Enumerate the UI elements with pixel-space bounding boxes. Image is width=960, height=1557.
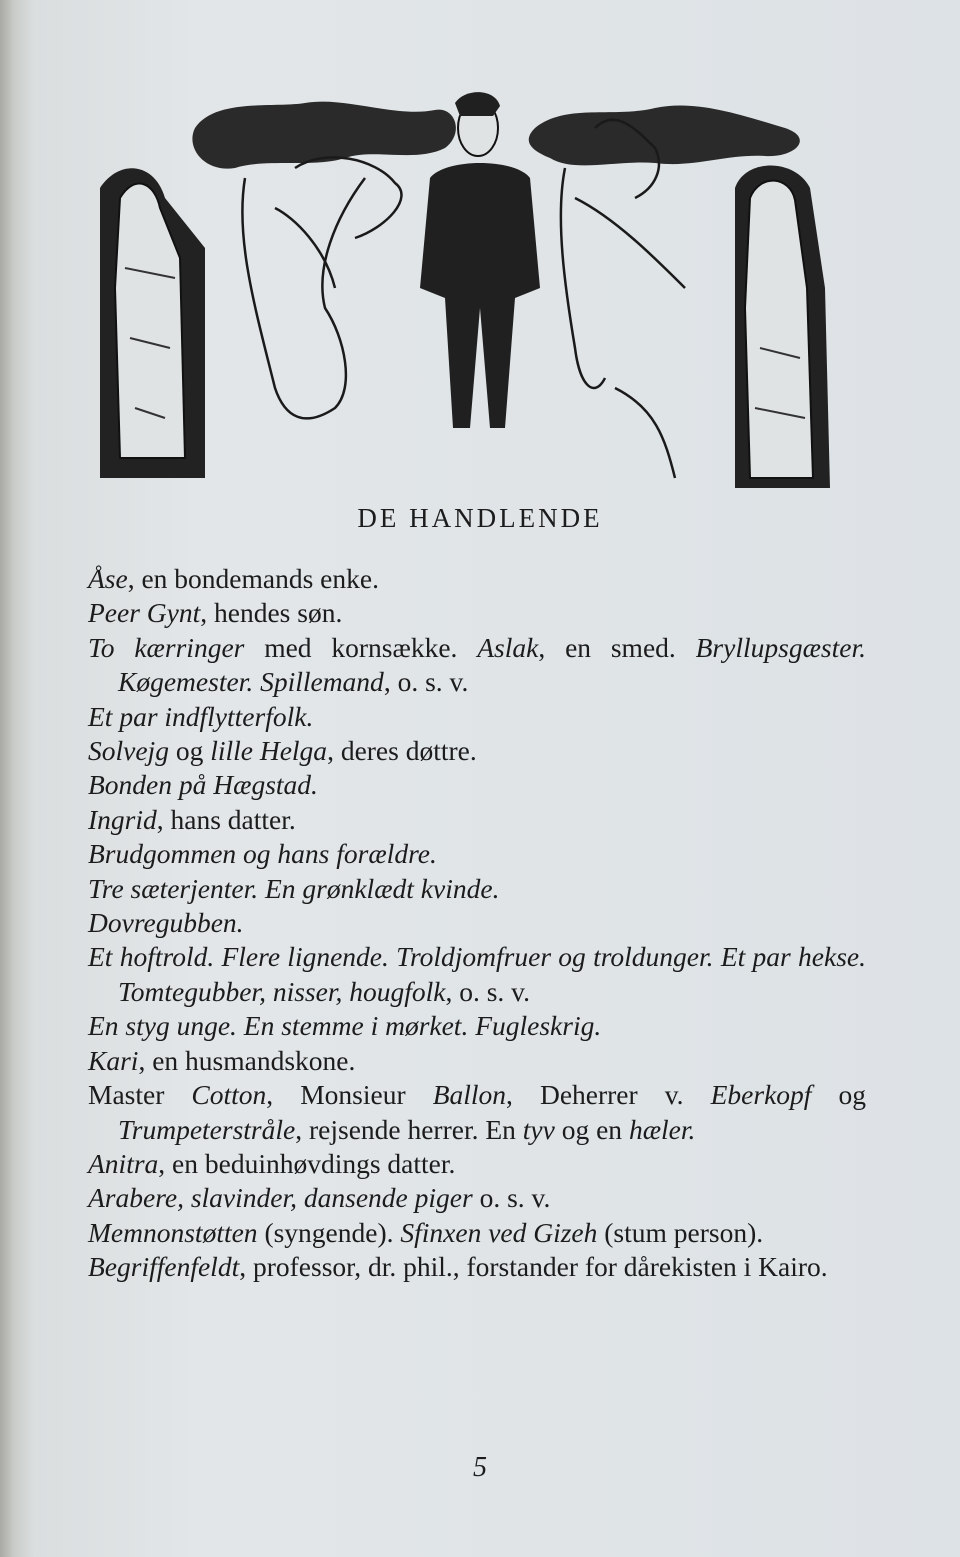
character-name: To kærringer	[88, 631, 245, 663]
character-name: Arabere, slavinder, dansende piger	[88, 1182, 473, 1214]
character-name: Ingrid	[88, 803, 157, 835]
cast-entry	[88, 940, 866, 1009]
character-name: Åse	[88, 563, 128, 594]
page-number: 5	[473, 1452, 487, 1483]
cast-entry	[88, 734, 866, 768]
description-text: Master	[88, 1079, 192, 1111]
description-text: , o. s. v.	[445, 975, 531, 1007]
cast-entry	[88, 906, 866, 940]
cast-entry	[88, 562, 866, 596]
description-text: (stum person).	[597, 1216, 764, 1248]
character-name: Brudgommen og hans forældre.	[88, 838, 437, 870]
cast-entry	[88, 1250, 866, 1284]
character-name: Sfinxen ved Gizeh	[400, 1216, 598, 1248]
description-text: og	[811, 1079, 866, 1111]
cast-entry	[88, 837, 866, 871]
character-name: Cotton	[191, 1079, 267, 1111]
old-woman-figure	[100, 168, 205, 478]
cast-entry	[88, 872, 866, 906]
cast-entry	[88, 803, 866, 837]
character-name: Bonden på Hægstad.	[88, 769, 318, 801]
character-name: Et par indflytterfolk.	[88, 700, 314, 732]
character-name: Anitra	[88, 1147, 159, 1179]
description-text: med kornsække.	[244, 631, 478, 663]
character-name: Eberkopf	[710, 1079, 812, 1111]
description-text: , professor, dr. phil., forstander for dårekisten i Kairo.	[239, 1251, 828, 1283]
description-text: , en husmandskone.	[138, 1044, 356, 1076]
character-name: Bryllupsgæster. Køgemester. Spillemand	[118, 631, 866, 698]
cast-list	[88, 562, 866, 1285]
description-text: , Deherrer v.	[506, 1079, 711, 1111]
dancing-women-left	[242, 157, 401, 418]
character-name: Tre sæterjenter. En grønklædt kvinde.	[88, 872, 500, 904]
description-text: , deres døttre.	[327, 735, 477, 767]
character-name: Dovregubben.	[88, 907, 244, 939]
young-woman-figure	[735, 166, 830, 489]
description-text: (syngende).	[257, 1216, 401, 1248]
cast-entry	[88, 1216, 866, 1250]
description-text: , en beduinhøvdings datter.	[158, 1147, 456, 1179]
character-name: Memnonstøtten	[88, 1216, 258, 1248]
cast-entry	[88, 700, 866, 734]
cast-entry	[88, 631, 866, 700]
description-text: , hans datter.	[156, 803, 296, 835]
description-text: , rejsende herrer. En	[295, 1113, 523, 1145]
character-name: Ballon	[432, 1079, 507, 1111]
character-name: Et hoftrold. Flere lignende. Troldjomfruer og troldunger. Et par hekse. Tomtegubber, nisser, hougfolk	[88, 941, 866, 1007]
description-text: og en	[554, 1113, 629, 1145]
character-name: Solvejg	[88, 735, 169, 767]
character-name: En styg unge. En stemme i mørket. Fugleskrig.	[88, 1010, 602, 1042]
description-text: , o. s. v.	[383, 666, 469, 698]
character-name: hæler.	[628, 1113, 696, 1145]
description-text: og	[168, 735, 211, 767]
cast-entry	[88, 596, 866, 630]
cast-entry	[88, 1181, 866, 1215]
cast-entry	[88, 1147, 866, 1181]
character-name: lille Helga	[210, 735, 328, 767]
character-name: Trumpeterstråle	[118, 1113, 296, 1145]
description-text: o. s. v.	[472, 1182, 551, 1214]
character-name: Peer Gynt	[88, 597, 201, 629]
character-name: Kari	[88, 1044, 139, 1076]
description-text: , en smed.	[538, 631, 696, 663]
dancing-woman-right	[561, 120, 685, 478]
cast-entry	[88, 1078, 866, 1147]
cast-entry	[88, 768, 866, 802]
description-text: , hendes søn.	[200, 597, 343, 629]
description-text: , en bondemands enke.	[127, 563, 379, 594]
character-name: tyv	[522, 1113, 555, 1145]
woodcut-illustration	[95, 88, 855, 498]
description-text: , Monsieur	[266, 1079, 433, 1111]
character-name: Aslak	[477, 631, 539, 663]
cast-entry	[88, 1044, 866, 1078]
character-name: Begriffenfeldt	[88, 1251, 240, 1283]
cast-entry	[88, 1009, 866, 1043]
cast-list-heading: DE HANDLENDE	[357, 503, 603, 533]
